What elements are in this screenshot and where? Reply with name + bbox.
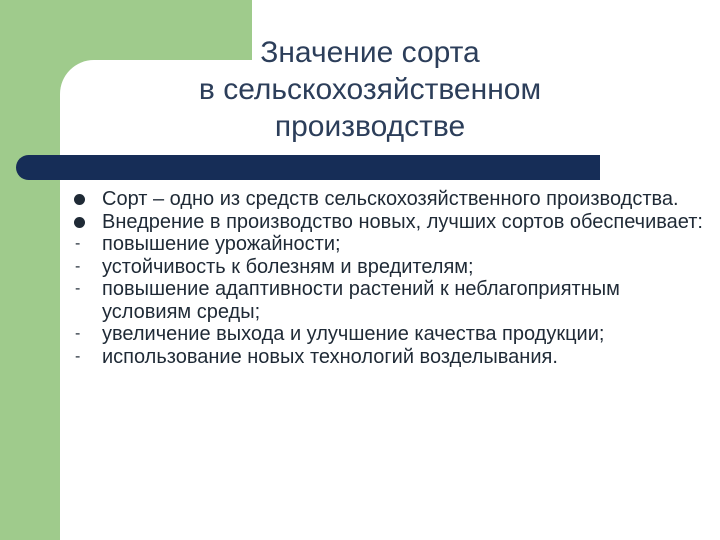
title-line: в сельскохозяйственном — [198, 73, 542, 106]
list-item — [70, 278, 710, 323]
slide-title — [160, 34, 580, 145]
list-item — [70, 233, 710, 256]
bullet-dot-icon — [74, 194, 85, 205]
dash-marker: - — [75, 347, 81, 365]
list-item-text: повышение адаптивности растений к неблагоприятным условиям среды; — [102, 278, 620, 323]
title-line: Значение сорта — [260, 36, 480, 69]
list-item — [70, 346, 710, 369]
title-line: производстве — [274, 110, 466, 143]
dash-marker: - — [75, 257, 81, 275]
list-item — [70, 188, 710, 211]
list-item-text: увеличение выхода и улучшение качества продукции; — [102, 323, 605, 345]
list-item-text: устойчивость к болезням и вредителям; — [102, 255, 474, 278]
list-item-text: Сорт – одно из средств сельскохозяйственного производства. — [102, 188, 679, 210]
list-item-text: использование новых технологий возделывания. — [102, 345, 558, 368]
title-divider-bar — [16, 155, 600, 180]
dash-marker: - — [75, 280, 81, 297]
list-item — [70, 323, 710, 346]
dash-marker: - — [75, 325, 81, 342]
dash-marker: - — [75, 235, 81, 252]
list-item-text: Внедрение в производство новых, лучших сортов обеспечивает: — [102, 210, 703, 233]
bullet-list — [70, 188, 710, 368]
bullet-dot-icon — [74, 217, 85, 228]
list-item — [70, 256, 710, 279]
list-item — [70, 211, 710, 234]
list-item-text: повышение урожайности; — [102, 233, 341, 255]
